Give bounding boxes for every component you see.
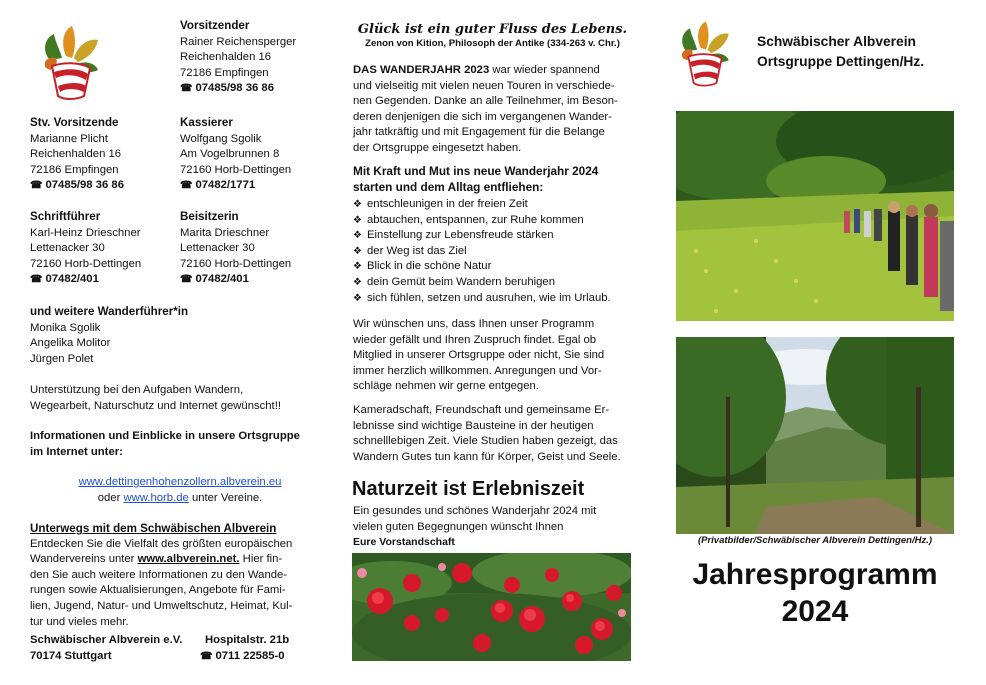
link-dettingen-albverein[interactable]: www.dettingenhohenzollern.albverein.eu [78, 476, 282, 488]
list-item [353, 213, 638, 229]
bullet-icon: ❖ [353, 214, 362, 226]
role-title: Vorsitzender [180, 19, 250, 32]
closing-line: Ein gesundes und schönes Wanderjahr 2024 mit [353, 505, 597, 517]
intro-line: deren denjenigen die sich im vergangenen Wander- [353, 110, 612, 123]
phone-icon: ☎ [30, 180, 43, 192]
program-title [676, 556, 954, 630]
paragraph-line: immer herzlich willkommen. Anregungen und Vor- [353, 364, 602, 377]
unterwegs-line: den Sie auch weitere Informationen zu den Wande- [30, 568, 288, 581]
phone-icon: ☎ [30, 274, 43, 286]
community-paragraph [353, 403, 632, 465]
contact-line: 72160 Horb-Dettingen [30, 257, 142, 270]
paragraph-line: Wandern Gutes tun kann für Körper, Geist und Seele. [353, 450, 621, 463]
paragraph-line: schnelllebigen Zeit. Viele Studien haben gezeigt, das [353, 435, 618, 448]
contact-kassierer [180, 115, 330, 194]
contact-line: Karl-Heinz Drieschner [30, 226, 141, 239]
contact-line: Wolfgang Sgolik [180, 132, 262, 145]
phone-icon: ☎ [180, 274, 193, 286]
closing-line: vielen guten Begegnungen wünscht Ihnen [353, 520, 564, 533]
list-item [353, 291, 638, 307]
footer-phone: 0711 22585-0 [215, 649, 285, 662]
web-links [30, 475, 330, 506]
contact-schriftfuehrer [30, 209, 180, 288]
bullet-text: Einstellung zur Lebensfreude stärken [367, 229, 554, 242]
role-title: Kassierer [180, 116, 233, 129]
bullet-text: entschleunigen in der freien Zeit [367, 198, 528, 210]
albverein-leaf-logo-icon [38, 24, 104, 102]
oder-text: oder [97, 491, 121, 504]
motto [353, 164, 638, 195]
footer-org: Schwäbischer Albverein e.V. [30, 634, 183, 646]
list-item [353, 259, 638, 275]
unterwegs-title: Unterwegs mit dem Schwäbischen Albverein [30, 522, 277, 535]
role-title: Schriftführer [30, 210, 101, 223]
support-text: Unterstützung bei den Aufgaben Wandern, [30, 384, 244, 396]
info-heading-line: Informationen und Einblicke in unsere Ortsgruppe [30, 430, 300, 442]
phone-icon: ☎ [180, 83, 193, 95]
contact-line: Reichenhalden 16 [30, 148, 122, 161]
unterwegs-line: lien, Jugend, Natur- und Umweltschutz, Heimat, Kul- [30, 599, 293, 612]
footer-address [30, 633, 320, 664]
bullet-text: der Weg ist das Ziel [367, 244, 467, 257]
motto-line: Mit Kraft und Mut ins neue Wanderjahr 2024 [353, 164, 599, 178]
unterwegs-line: Wandervereins unter [30, 553, 135, 566]
bullet-icon: ❖ [353, 292, 362, 304]
paragraph-line: lebnisse sind wichtige Bausteine in der heutigen [353, 419, 594, 432]
title-jahresprogramm: Jahresprogramm [692, 558, 938, 591]
support-text: Wegearbeit, Naturschutz und Internet gewünscht!! [30, 399, 281, 412]
unterwegs-line: tur und vieles mehr. [30, 615, 129, 628]
guide-name: Monika Sgolik [30, 321, 101, 334]
list-item [353, 197, 638, 213]
org-header [757, 32, 967, 72]
phone-icon: ☎ [180, 180, 193, 192]
paragraph-line: schläge nehmen wir gerne entgegen. [353, 380, 539, 393]
footer-city: 70174 Stuttgart [30, 649, 112, 662]
contact-line: Marita Drieschner [180, 226, 270, 239]
valley-forest-image [676, 337, 954, 534]
footer-street: Hospitalstr. 21b [205, 634, 290, 646]
right-logo [676, 19, 734, 89]
signature: Eure Vorstandschaft [353, 536, 455, 549]
intro-lead: DAS WANDERJAHR 2023 [353, 64, 490, 76]
contact-line: Rainer Reichensperger [180, 35, 297, 48]
role-title: Beisitzerin [180, 210, 239, 223]
list-item [353, 275, 638, 291]
welcome-paragraph [353, 317, 632, 395]
unterwegs-line: Hier fin- [242, 553, 283, 566]
support-request [30, 383, 320, 414]
info-heading [30, 429, 330, 460]
link-horb[interactable]: www.horb.de [123, 491, 189, 504]
closing-text [353, 504, 638, 551]
left-logo [38, 24, 104, 102]
title-year: 2024 [781, 595, 849, 628]
info-heading-line: im Internet unter: [30, 445, 123, 458]
unterwegs-line: rungen sowie Aktualisierungen, Angebote für Fami- [30, 584, 286, 597]
link-albverein-net[interactable]: www.albverein.net. [137, 553, 240, 566]
link-suffix: unter Vereine. [191, 491, 263, 504]
contact-line: 72160 Horb-Dettingen [180, 163, 292, 176]
phone-number: 07485/98 36 86 [195, 82, 274, 95]
bullet-text: dein Gemüt beim Wandern beruhigen [367, 275, 555, 288]
bullet-text: abtauchen, entspannen, zur Ruhe kommen [367, 213, 584, 226]
org-group: Ortsgruppe Dettingen/Hz. [757, 54, 925, 69]
contact-line: Reichenhalden 16 [180, 51, 272, 64]
bullet-text: Blick in die schöne Natur [367, 260, 492, 273]
contact-line: Marianne Plicht [30, 132, 108, 145]
contact-vorsitzender [180, 18, 330, 97]
unterwegs-section [30, 521, 310, 630]
guide-name: Angelika Molitor [30, 337, 111, 350]
contact-beisitzerin [180, 209, 330, 288]
intro-paragraph [353, 63, 632, 157]
guide-name: Jürgen Polet [30, 352, 94, 365]
list-item [353, 228, 638, 244]
org-name: Schwäbischer Albverein [757, 34, 916, 49]
peony-flowers-image [352, 553, 631, 661]
paragraph-line: Mitglied in unserer Ortsgruppe oder nicht, Sie sind [353, 349, 605, 362]
intro-line: nen Gegenden. Danke an alle Teilnehmer, im Beson- [353, 95, 618, 108]
intro-line: jahr tatkräftig und mit Engagement für die Belange [353, 126, 605, 139]
motto-line: starten und dem Alltag entfliehen: [353, 179, 544, 194]
flower-photo [352, 553, 631, 661]
contact-line: Lettenacker 30 [180, 242, 255, 255]
phone-number: 07482/1771 [195, 179, 256, 192]
wanderfuehrer-list [30, 304, 320, 367]
contact-line: 72186 Empfingen [180, 66, 269, 79]
albverein-leaf-logo-icon [676, 19, 734, 89]
paragraph-line: wieder gefällt und Ihren Zuspruch findet. Egal ob [353, 333, 597, 346]
bullet-icon: ❖ [353, 276, 362, 288]
valley-view-photo [676, 337, 954, 534]
contact-line: 72160 Horb-Dettingen [180, 257, 292, 270]
intro-line: war wieder spannend [492, 64, 600, 76]
bullet-icon: ❖ [353, 245, 362, 257]
paragraph-line: Wir wünschen uns, dass Ihnen unser Programm [353, 318, 595, 330]
intro-line: der Ortsgruppe eingesetzt haben. [353, 141, 522, 154]
quote-block [350, 22, 635, 50]
unterwegs-line: Entdecken Sie die Vielfalt des größten europäischen [30, 537, 293, 550]
contact-stv-vorsitzende [30, 115, 180, 194]
phone-number: 07482/401 [45, 273, 99, 286]
contact-line: 72186 Empfingen [30, 163, 119, 176]
headline-naturzeit: Naturzeit ist Erlebniszeit [352, 478, 585, 500]
photo-caption: (Privatbilder/Schwäbischer Albverein Dettingen/Hz.) [697, 535, 933, 546]
contact-line: Am Vogelbrunnen 8 [180, 148, 280, 161]
phone-number: 07482/401 [195, 273, 249, 286]
contact-line: Lettenacker 30 [30, 242, 105, 255]
quote-source: Zenon von Kition, Philosoph der Antike (334-263 v. Chr.) [365, 38, 620, 49]
bullet-text: sich fühlen, setzen und ausruhen, wie im Urlaub. [367, 291, 611, 304]
phone-number: 07485/98 36 86 [45, 179, 124, 192]
quote-text: Glück ist ein guter Fluss des Lebens. [357, 22, 628, 37]
benefits-list [353, 197, 638, 306]
paragraph-line: Kameradschaft, Freundschaft und gemeinsame Er- [353, 404, 610, 416]
bullet-icon: ❖ [353, 199, 362, 210]
hikers-meadow-image [676, 111, 954, 321]
bullet-icon: ❖ [353, 261, 362, 273]
phone-icon: ☎ [200, 650, 213, 662]
bullet-icon: ❖ [353, 230, 362, 242]
list-item [353, 244, 638, 260]
wanderfuehrer-title: und weitere Wanderführer*in [30, 305, 189, 318]
hiking-meadow-photo [676, 111, 954, 321]
intro-line: und vielseitig mit vielen neuen Touren in verschiede- [353, 79, 615, 92]
role-title: Stv. Vorsitzende [30, 116, 119, 129]
